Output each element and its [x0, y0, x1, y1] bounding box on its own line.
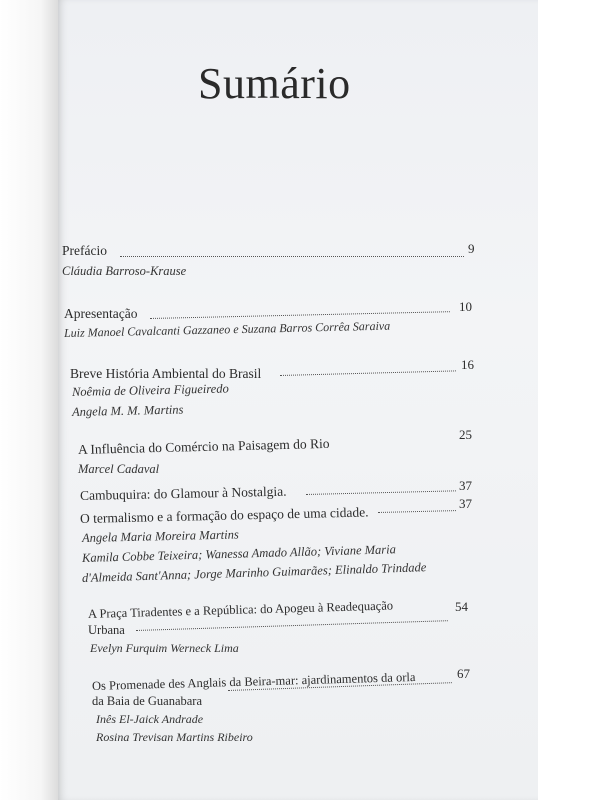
toc-entry-title: Breve História Ambiental do Brasil [70, 366, 262, 381]
toc-page-number: 25 [459, 427, 472, 442]
leader-dots [136, 620, 448, 631]
toc-author: Kamila Cobbe Teixeira; Wanessa Amado Allão; Viviane Maria [81, 542, 397, 565]
toc-author: Noêmia de Oliveira Figueiredo [71, 381, 229, 399]
toc-author: Rosina Trevisan Martins Ribeiro [96, 730, 253, 744]
leader-dots [306, 490, 456, 495]
toc-page-number: 54 [455, 599, 468, 614]
toc-entry-title: O termalismo e a formação do espaço de uma cidade. [79, 504, 369, 526]
toc-entry-title: Cambuquira: do Glamour à Nostalgia. [79, 483, 287, 503]
leader-dots [378, 510, 456, 513]
toc-page-number: 10 [459, 299, 472, 314]
toc-author: Evelyn Furquim Werneck Lima [90, 641, 239, 655]
leader-dots [280, 370, 456, 376]
toc-entry-title: Prefácio [62, 243, 107, 258]
leader-dots [120, 256, 464, 257]
toc-author: Inês El-Jaick Andrade [96, 712, 204, 726]
toc-page-number: 67 [457, 666, 470, 681]
toc-entry-title: A Praça Tiradentes e a República: do Apogeu à Readequação [87, 598, 394, 621]
toc-entry-title: Os Promenade des Anglais da Beira-mar: ajardinamentos da orla [91, 669, 416, 693]
toc-page-number: 16 [461, 357, 474, 372]
toc-entry-title: Apresentação [64, 306, 138, 321]
toc-author: Marcel Cadaval [78, 462, 160, 476]
toc-author: Luiz Manoel Cavalcanti Gazzaneo e Suzana Barros Corrêa Saraiva [63, 318, 391, 340]
toc-author: Angela M. M. Martins [71, 402, 184, 419]
toc-entry-title: A Influência do Comércio na Paisagem do Rio [77, 435, 330, 457]
leader-dots [150, 311, 450, 319]
toc-page-number: 37 [459, 496, 472, 511]
toc-author: d'Almeida Sant'Anna; Jorge Marinho Guimarães; Elinaldo Trindade [81, 560, 427, 585]
toc-author: Cláudia Barroso-Krause [62, 264, 187, 278]
toc-entry-title: Urbana [88, 623, 125, 637]
page-title: Sumário [198, 59, 351, 108]
toc-page-number: 9 [468, 241, 475, 256]
toc-author: Angela Maria Moreira Martins [81, 527, 239, 545]
toc-entry-title: da Baia de Guanabara [92, 694, 203, 708]
toc-page-number: 37 [459, 478, 472, 493]
